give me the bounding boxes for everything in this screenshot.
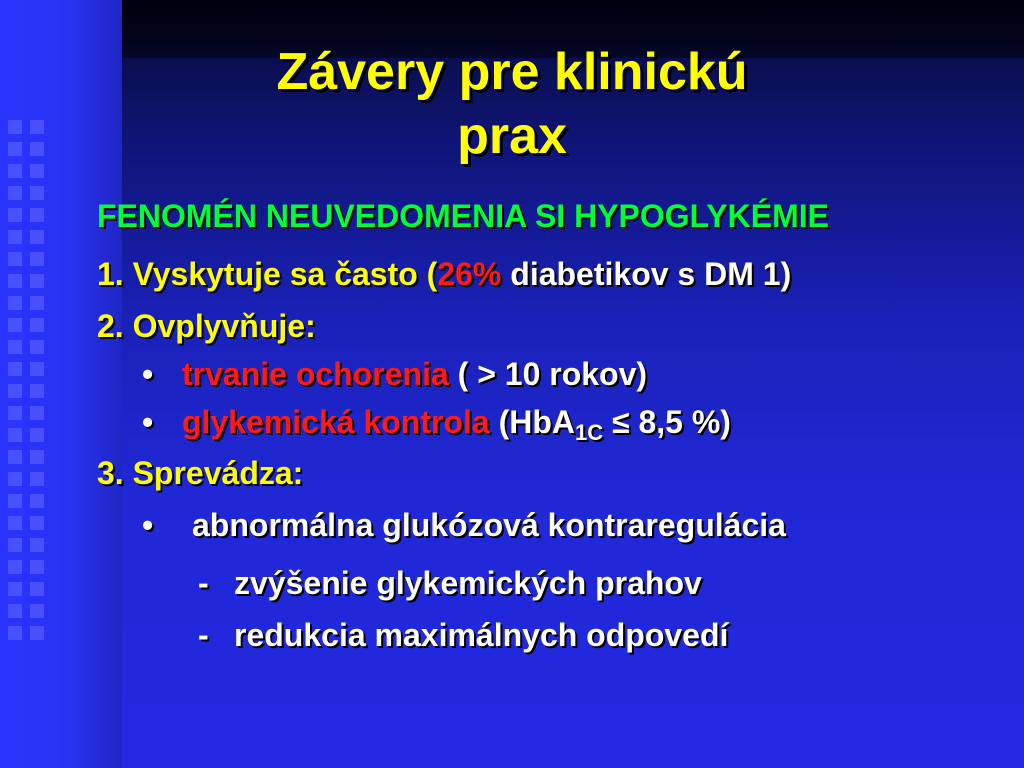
item-3 <box>97 455 303 492</box>
bullet-icon: • <box>142 404 154 440</box>
item-2-bullet-1-rest: ( > 10 rokov) <box>448 356 648 392</box>
decorative-square <box>8 406 22 420</box>
item-1-rest: diabetikov s DM 1) <box>501 256 792 292</box>
decorative-squares <box>0 0 122 768</box>
hba1c-subscript: 1C <box>575 420 604 445</box>
slide-title-line-2: prax <box>457 107 567 165</box>
decorative-square <box>30 362 44 376</box>
item-2-label: Ovplyvňuje: <box>132 308 316 344</box>
decorative-square <box>8 384 22 398</box>
decorative-square <box>8 164 22 178</box>
item-2-bullet-2-rest: (HbA <box>489 404 575 440</box>
decorative-square <box>8 560 22 574</box>
decorative-square <box>8 538 22 552</box>
item-3-bullet-text: abnormálna glukózová kontraregulácia <box>192 507 786 543</box>
decorative-square <box>30 274 44 288</box>
slide-title <box>122 40 902 168</box>
item-3-label: Sprevádza: <box>132 455 304 491</box>
item-2-bullet-1 <box>142 356 647 393</box>
item-2-bullet-2 <box>142 404 731 446</box>
decorative-square <box>8 274 22 288</box>
decorative-square <box>8 340 22 354</box>
item-2-bullet-2-tail: ≤ 8,5 %) <box>603 404 731 440</box>
item-1-number: 1. <box>97 256 124 292</box>
bullet-icon: • <box>142 507 154 543</box>
item-3-dash-2 <box>198 617 728 654</box>
decorative-square <box>8 230 22 244</box>
decorative-square <box>8 604 22 618</box>
decorative-square <box>30 318 44 332</box>
decorative-square <box>30 230 44 244</box>
decorative-square <box>30 120 44 134</box>
decorative-square <box>8 318 22 332</box>
decorative-square <box>8 428 22 442</box>
item-3-dash-1 <box>198 565 702 602</box>
section-heading: FENOMÉN NEUVEDOMENIA SI HYPOGLYKÉMIE <box>97 198 829 234</box>
decorative-square <box>30 472 44 486</box>
decorative-square <box>8 186 22 200</box>
decorative-square <box>30 604 44 618</box>
decorative-square <box>30 208 44 222</box>
decorative-square <box>8 582 22 596</box>
decorative-square <box>8 252 22 266</box>
decorative-square <box>8 142 22 156</box>
decorative-square <box>8 120 22 134</box>
decorative-square <box>30 252 44 266</box>
decorative-square <box>8 362 22 376</box>
decorative-square <box>30 164 44 178</box>
decorative-square <box>30 142 44 156</box>
decorative-square <box>30 538 44 552</box>
dash-icon: - <box>198 617 209 653</box>
decorative-square <box>30 516 44 530</box>
decorative-square <box>8 494 22 508</box>
decorative-square <box>30 428 44 442</box>
item-2-number: 2. <box>97 308 124 344</box>
slide-title-line-1: Závery pre klinickú <box>276 43 748 101</box>
decorative-square <box>30 186 44 200</box>
decorative-square <box>30 450 44 464</box>
item-2-bullet-1-highlight: trvanie ochorenia <box>182 356 449 392</box>
decorative-square <box>30 582 44 596</box>
item-2 <box>97 308 316 345</box>
bullet-icon: • <box>142 356 154 392</box>
decorative-square <box>30 340 44 354</box>
item-1 <box>97 256 791 293</box>
decorative-square <box>8 208 22 222</box>
decorative-square <box>8 472 22 486</box>
item-3-dash-1-text: zvýšenie glykemických prahov <box>234 565 702 601</box>
item-1-percent: 26% <box>437 256 502 292</box>
decorative-square <box>30 406 44 420</box>
decorative-square <box>8 450 22 464</box>
item-3-dash-2-text: redukcia maximálnych odpovedí <box>234 617 729 653</box>
decorative-square <box>30 626 44 640</box>
item-3-number: 3. <box>97 455 124 491</box>
decorative-square <box>8 296 22 310</box>
decorative-square <box>8 626 22 640</box>
item-2-bullet-2-highlight: glykemická kontrola <box>182 404 490 440</box>
decorative-square <box>30 384 44 398</box>
decorative-square <box>30 560 44 574</box>
item-1-text: Vyskytuje sa často ( <box>132 256 438 292</box>
decorative-square <box>8 516 22 530</box>
dash-icon: - <box>198 565 209 601</box>
decorative-square <box>30 494 44 508</box>
decorative-square <box>30 296 44 310</box>
item-3-bullet <box>142 507 786 544</box>
